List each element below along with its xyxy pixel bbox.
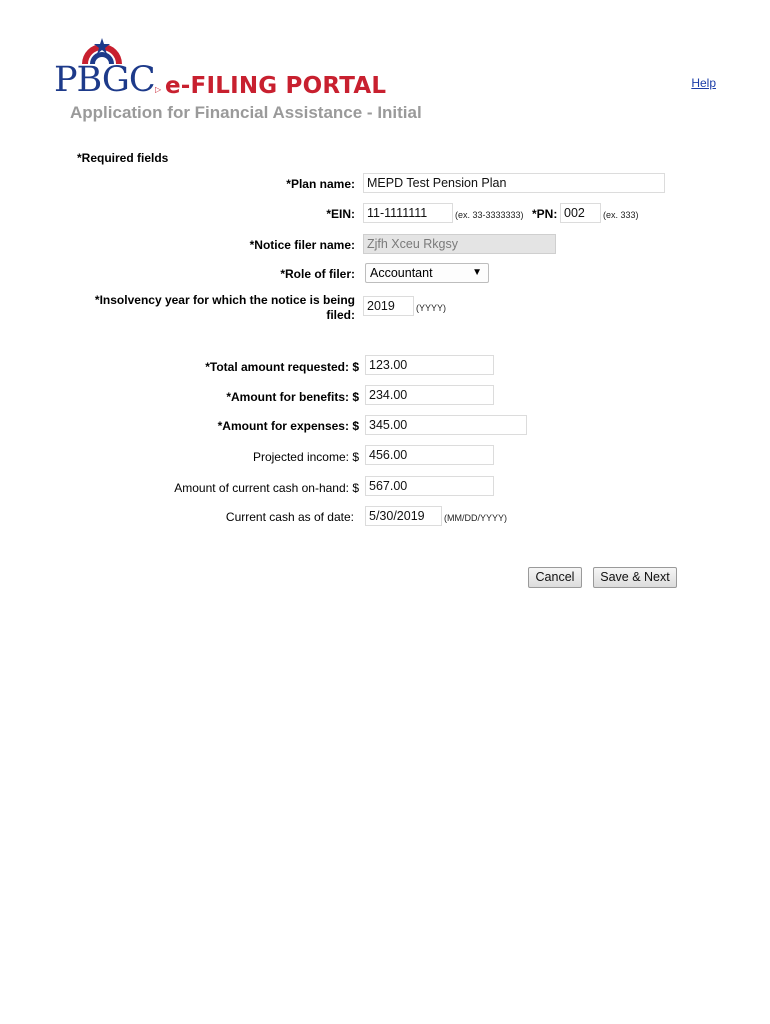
total-amount-label: *Total amount requested: $	[205, 360, 359, 374]
role-of-filer-label: *Role of filer:	[280, 267, 355, 281]
insolvency-year-hint: (YYYY)	[416, 303, 447, 313]
amount-expenses-input[interactable]: 345.00	[365, 415, 527, 435]
cash-on-hand-input[interactable]: 567.00	[365, 476, 494, 496]
pbgc-logo-text: PBGC	[54, 60, 155, 100]
cash-date-input[interactable]: 5/30/2019	[365, 506, 442, 526]
cash-date-label: Current cash as of date:	[225, 510, 354, 524]
projected-income-label: Projected income: $	[252, 450, 359, 464]
ein-input[interactable]: 11-1111111	[363, 203, 453, 223]
plan-name-label: *Plan name:	[286, 177, 355, 191]
pn-input[interactable]: 002	[560, 203, 601, 223]
notice-filer-input: Zjfh Xceu Rkgsy	[363, 234, 556, 254]
amount-benefits-input[interactable]: 234.00	[365, 385, 494, 405]
projected-income-input[interactable]: 456.00	[365, 445, 494, 465]
save-next-button[interactable]: Save & Next	[593, 567, 677, 588]
arrow-right-icon: ▷	[155, 85, 162, 94]
insolvency-year-label-line2: filed:	[326, 308, 355, 322]
page-title: Application for Financial Assistance - Initial	[70, 103, 422, 122]
caret-down-icon: ▼	[472, 267, 482, 278]
insolvency-year-input[interactable]: 2019	[363, 296, 414, 316]
cash-date-hint: (MM/DD/YYYY)	[444, 513, 507, 523]
total-amount-input[interactable]: 123.00	[365, 355, 494, 375]
role-of-filer-select[interactable]	[365, 263, 489, 283]
ein-hint: (ex. 33-3333333)	[455, 210, 524, 220]
cancel-button[interactable]: Cancel	[528, 567, 582, 588]
insolvency-year-label-line1: *Insolvency year for which the notice is being	[94, 293, 355, 307]
required-fields-note: *Required fields	[77, 151, 169, 165]
pn-hint: (ex. 333)	[603, 210, 639, 220]
help-link[interactable]: Help	[691, 76, 716, 90]
cash-on-hand-label: Amount of current cash on-hand: $	[174, 481, 359, 495]
notice-filer-label: *Notice filer name:	[249, 238, 355, 252]
insolvency-year-label	[95, 293, 355, 323]
role-of-filer-value: Accountant	[370, 266, 433, 280]
amount-expenses-label: *Amount for expenses: $	[217, 419, 359, 433]
portal-title: e-FILING PORTAL	[165, 73, 387, 99]
pn-label: *PN:	[532, 207, 558, 221]
amount-benefits-label: *Amount for benefits: $	[226, 390, 359, 404]
plan-name-input[interactable]: MEPD Test Pension Plan	[363, 173, 665, 193]
ein-label: *EIN:	[326, 207, 355, 221]
